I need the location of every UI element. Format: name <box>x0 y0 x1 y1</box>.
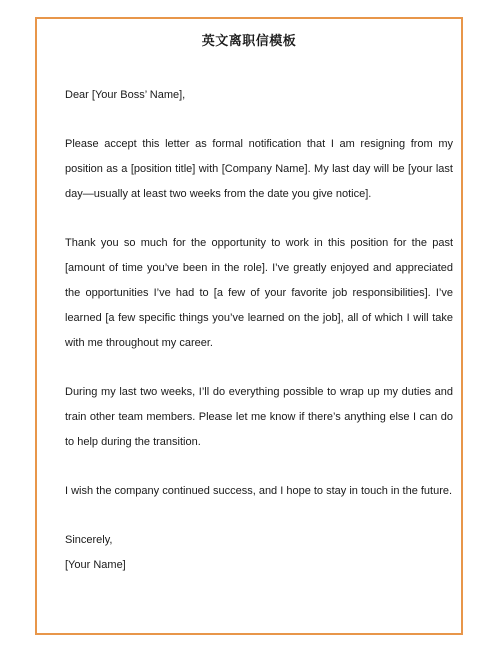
paragraph-gratitude: Thank you so much for the opportunity to work in this position for the past [amount of time you’ve been in the role]. I’ve greatly enjoyed and appreciated the opportunities I’ve had to [a few of your favorite job responsibilities]. I’ve learned [a few specific things you’ve learned on the job], all of which I will take with me throughout my career. <box>65 237 453 349</box>
paragraph-transition: During my last two weeks, I’ll do everything possible to wrap up my duties and train other team members. Please let me know if there’s anything else I can do to help during the transition. <box>65 386 453 448</box>
paragraph-well-wishes: I wish the company continued success, and I hope to stay in touch in the future. <box>65 485 453 497</box>
salutation: Dear [Your Boss’ Name], <box>65 89 186 101</box>
letter-body <box>65 83 453 578</box>
closing: Sincerely, <box>65 534 113 546</box>
paragraph-resignation-notice: Please accept this letter as formal notification that I am resigning from my position as a [position title] with [Company Name]. My last day will be [your last day—usually at least two weeks from the date you give notice]. <box>65 138 453 200</box>
signature: [Your Name] <box>65 559 126 571</box>
page-frame <box>35 17 463 635</box>
document-title: 英文离职信模板 <box>201 33 297 48</box>
